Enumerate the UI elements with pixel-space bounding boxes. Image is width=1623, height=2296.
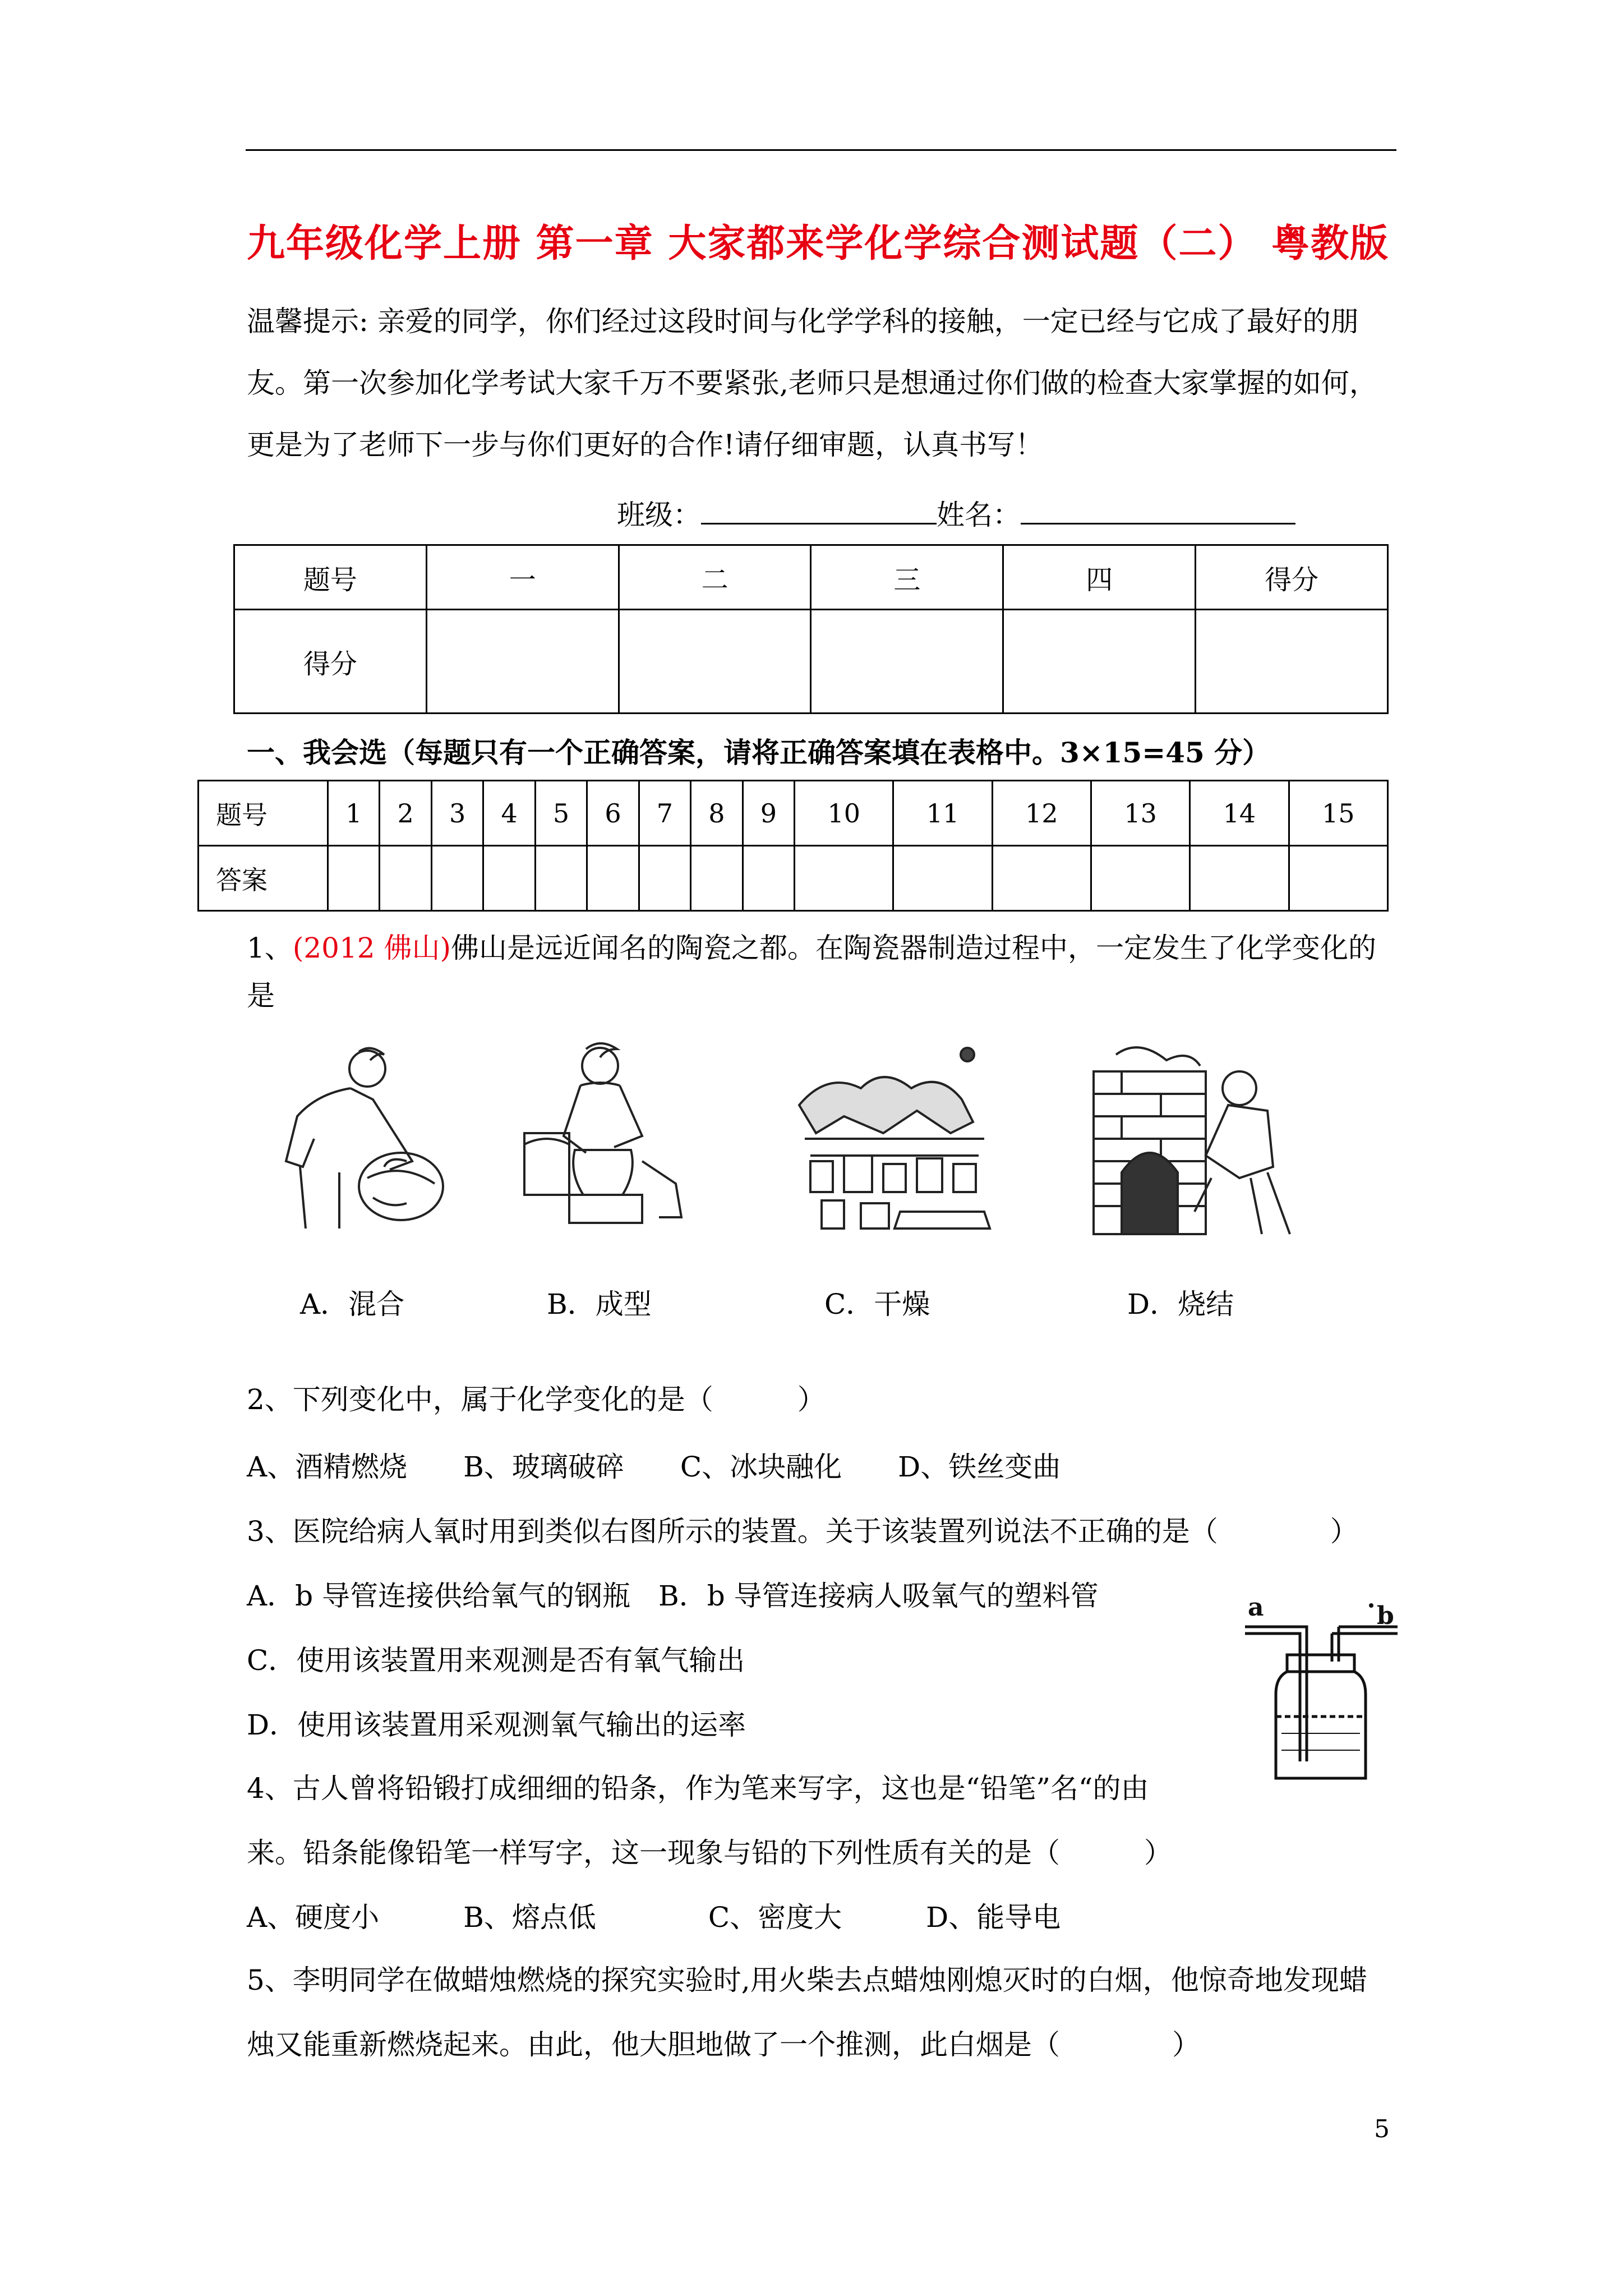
q5-line-2: 烛又能重新燃烧起来。由此，他大胆地做了一个推测，此白烟是（ ） xyxy=(247,2028,1200,2061)
q4-line-2: 来。铅条能像铅笔一样写字，这一现象与铅的下列性质有关的是（ ） xyxy=(247,1837,1172,1869)
answer-table-number-cell: 1 xyxy=(328,781,380,846)
answer-table-number-cell: 7 xyxy=(639,781,690,846)
q1-option-b: B．成型 xyxy=(547,1288,652,1320)
q4-options: A、硬度小 B、熔点低 C、密度大 D、能导电 xyxy=(247,1901,1061,1934)
answer-table-number-cell: 14 xyxy=(1190,781,1289,846)
answer-cell[interactable] xyxy=(535,846,587,911)
score-cell[interactable] xyxy=(1196,610,1388,714)
apparatus-label-b: b xyxy=(1377,1602,1394,1630)
answer-table-number-cell: 15 xyxy=(1289,781,1387,846)
answer-table-header-label: 题号 xyxy=(199,781,328,846)
q1-option-a: A．混合 xyxy=(300,1288,405,1320)
answer-cell[interactable] xyxy=(431,846,483,911)
answer-table-answer-label: 答案 xyxy=(199,846,328,911)
answer-table-number-cell: 12 xyxy=(992,781,1091,846)
answer-cell[interactable] xyxy=(483,846,535,911)
q1-text: 佛山是远近闻名的陶瓷之都。在陶瓷器制造过程中，一定发生了化学变化的 xyxy=(450,932,1376,964)
q1-option-c: C．干燥 xyxy=(824,1288,930,1320)
answer-cell[interactable] xyxy=(1289,846,1387,911)
answer-table-number-cell: 5 xyxy=(535,781,587,846)
kiln-firing-picture-icon xyxy=(1082,1038,1307,1243)
answer-table-number-cell: 10 xyxy=(795,781,893,846)
q1-option-d: D．烧结 xyxy=(1127,1288,1234,1320)
score-cell[interactable] xyxy=(811,610,1003,714)
answer-table-number-cell: 9 xyxy=(743,781,794,846)
page-title: 九年级化学上册 第一章 大家都来学化学综合测试题（二） 粤教版 xyxy=(247,221,1390,266)
answer-table-number-cell: 6 xyxy=(587,781,639,846)
q2-options: A、酒精燃烧 B、玻璃破碎 C、冰块融化 D、铁丝变曲 xyxy=(247,1451,1061,1483)
answer-table-number-cell: 8 xyxy=(691,781,743,846)
header-rule xyxy=(246,149,1396,151)
class-blank[interactable] xyxy=(701,498,937,524)
class-label: 班级： xyxy=(617,499,701,531)
q3-option-ab: A．b 导管连接供给氧气的钢瓶 B．b 导管连接病人吸氧气的塑料管 xyxy=(247,1580,1099,1612)
score-header-cell: 得分 xyxy=(1196,545,1388,610)
intro-line-3: 更是为了老师下一步与你们更好的合作!请仔细审题，认真书写！ xyxy=(247,429,1044,461)
answer-table-number-cell: 4 xyxy=(483,781,535,846)
score-cell[interactable] xyxy=(619,610,811,714)
q3-option-d: D．使用该装置用采观测氧气输出的运率 xyxy=(247,1709,746,1741)
score-header-cell: 题号 xyxy=(234,545,427,610)
answer-cell[interactable] xyxy=(1091,846,1189,911)
q3-option-c: C．使用该装置用来观测是否有氧气输出 xyxy=(247,1644,745,1677)
score-row-label: 得分 xyxy=(234,610,427,714)
mixing-clay-picture-icon xyxy=(261,1038,454,1243)
class-name-row xyxy=(617,493,1295,533)
score-header-cell: 四 xyxy=(1003,545,1196,610)
answer-cell[interactable] xyxy=(587,846,639,911)
shaping-pottery-picture-icon xyxy=(513,1038,695,1243)
answer-table-number-cell: 3 xyxy=(431,781,483,846)
page-number: 5 xyxy=(1374,2115,1390,2143)
answer-cell[interactable] xyxy=(639,846,690,911)
q2-stem: 2、下列变化中，属于化学变化的是（ ） xyxy=(247,1383,826,1416)
score-table xyxy=(233,544,1389,714)
name-blank[interactable] xyxy=(1021,498,1295,524)
answer-cell[interactable] xyxy=(328,846,380,911)
q1-line-1 xyxy=(247,926,1376,966)
apparatus-label-a: a xyxy=(1248,1593,1264,1622)
score-header-cell: 三 xyxy=(811,545,1003,610)
name-label: 姓名： xyxy=(937,499,1021,531)
drying-pottery-picture-icon xyxy=(788,1043,1009,1237)
score-header-cell: 一 xyxy=(426,545,619,610)
answer-cell[interactable] xyxy=(691,846,743,911)
section-1-heading: 一、我会选（每题只有一个正确答案，请将正确答案填在表格中。3×15=45 分） xyxy=(247,736,1271,769)
answer-cell[interactable] xyxy=(743,846,794,911)
intro-line-2: 友。第一次参加化学考试大家千万不要紧张,老师只是想通过你们做的检查大家掌握的如何， xyxy=(247,367,1377,399)
q1-line-2: 是 xyxy=(247,979,275,1012)
answer-table-number-cell: 2 xyxy=(380,781,431,846)
answer-table xyxy=(197,780,1389,912)
q1-source: (2012 佛山) xyxy=(292,932,451,964)
answer-cell[interactable] xyxy=(795,846,893,911)
answer-cell[interactable] xyxy=(992,846,1091,911)
q5-line-1: 5、李明同学在做蜡烛燃烧的探究实验时,用火柴去点蜡烛刚熄灭时的白烟，他惊奇地发现蜡 xyxy=(247,1964,1367,1996)
intro-line-1: 温馨提示: 亲爱的同学，你们经过这段时间与化学学科的接触，一定已经与它成了最好的朋 xyxy=(247,305,1359,338)
q3-stem: 3、医院给病人氧时用到类似右图所示的装置。关于该装置列说法不正确的是（ ） xyxy=(247,1515,1358,1548)
answer-cell[interactable] xyxy=(380,846,431,911)
score-header-cell: 二 xyxy=(619,545,811,610)
answer-table-number-cell: 11 xyxy=(893,781,992,846)
gas-washing-bottle-icon xyxy=(1242,1593,1399,1784)
answer-cell[interactable] xyxy=(1190,846,1289,911)
q1-number: 1、 xyxy=(247,932,293,964)
answer-cell[interactable] xyxy=(893,846,992,911)
q4-line-1: 4、古人曾将铅锻打成细细的铅条，作为笔来写字，这也是“铅笔”名“的由 xyxy=(247,1772,1149,1805)
score-cell[interactable] xyxy=(426,610,619,714)
score-cell[interactable] xyxy=(1003,610,1196,714)
answer-table-number-cell: 13 xyxy=(1091,781,1189,846)
